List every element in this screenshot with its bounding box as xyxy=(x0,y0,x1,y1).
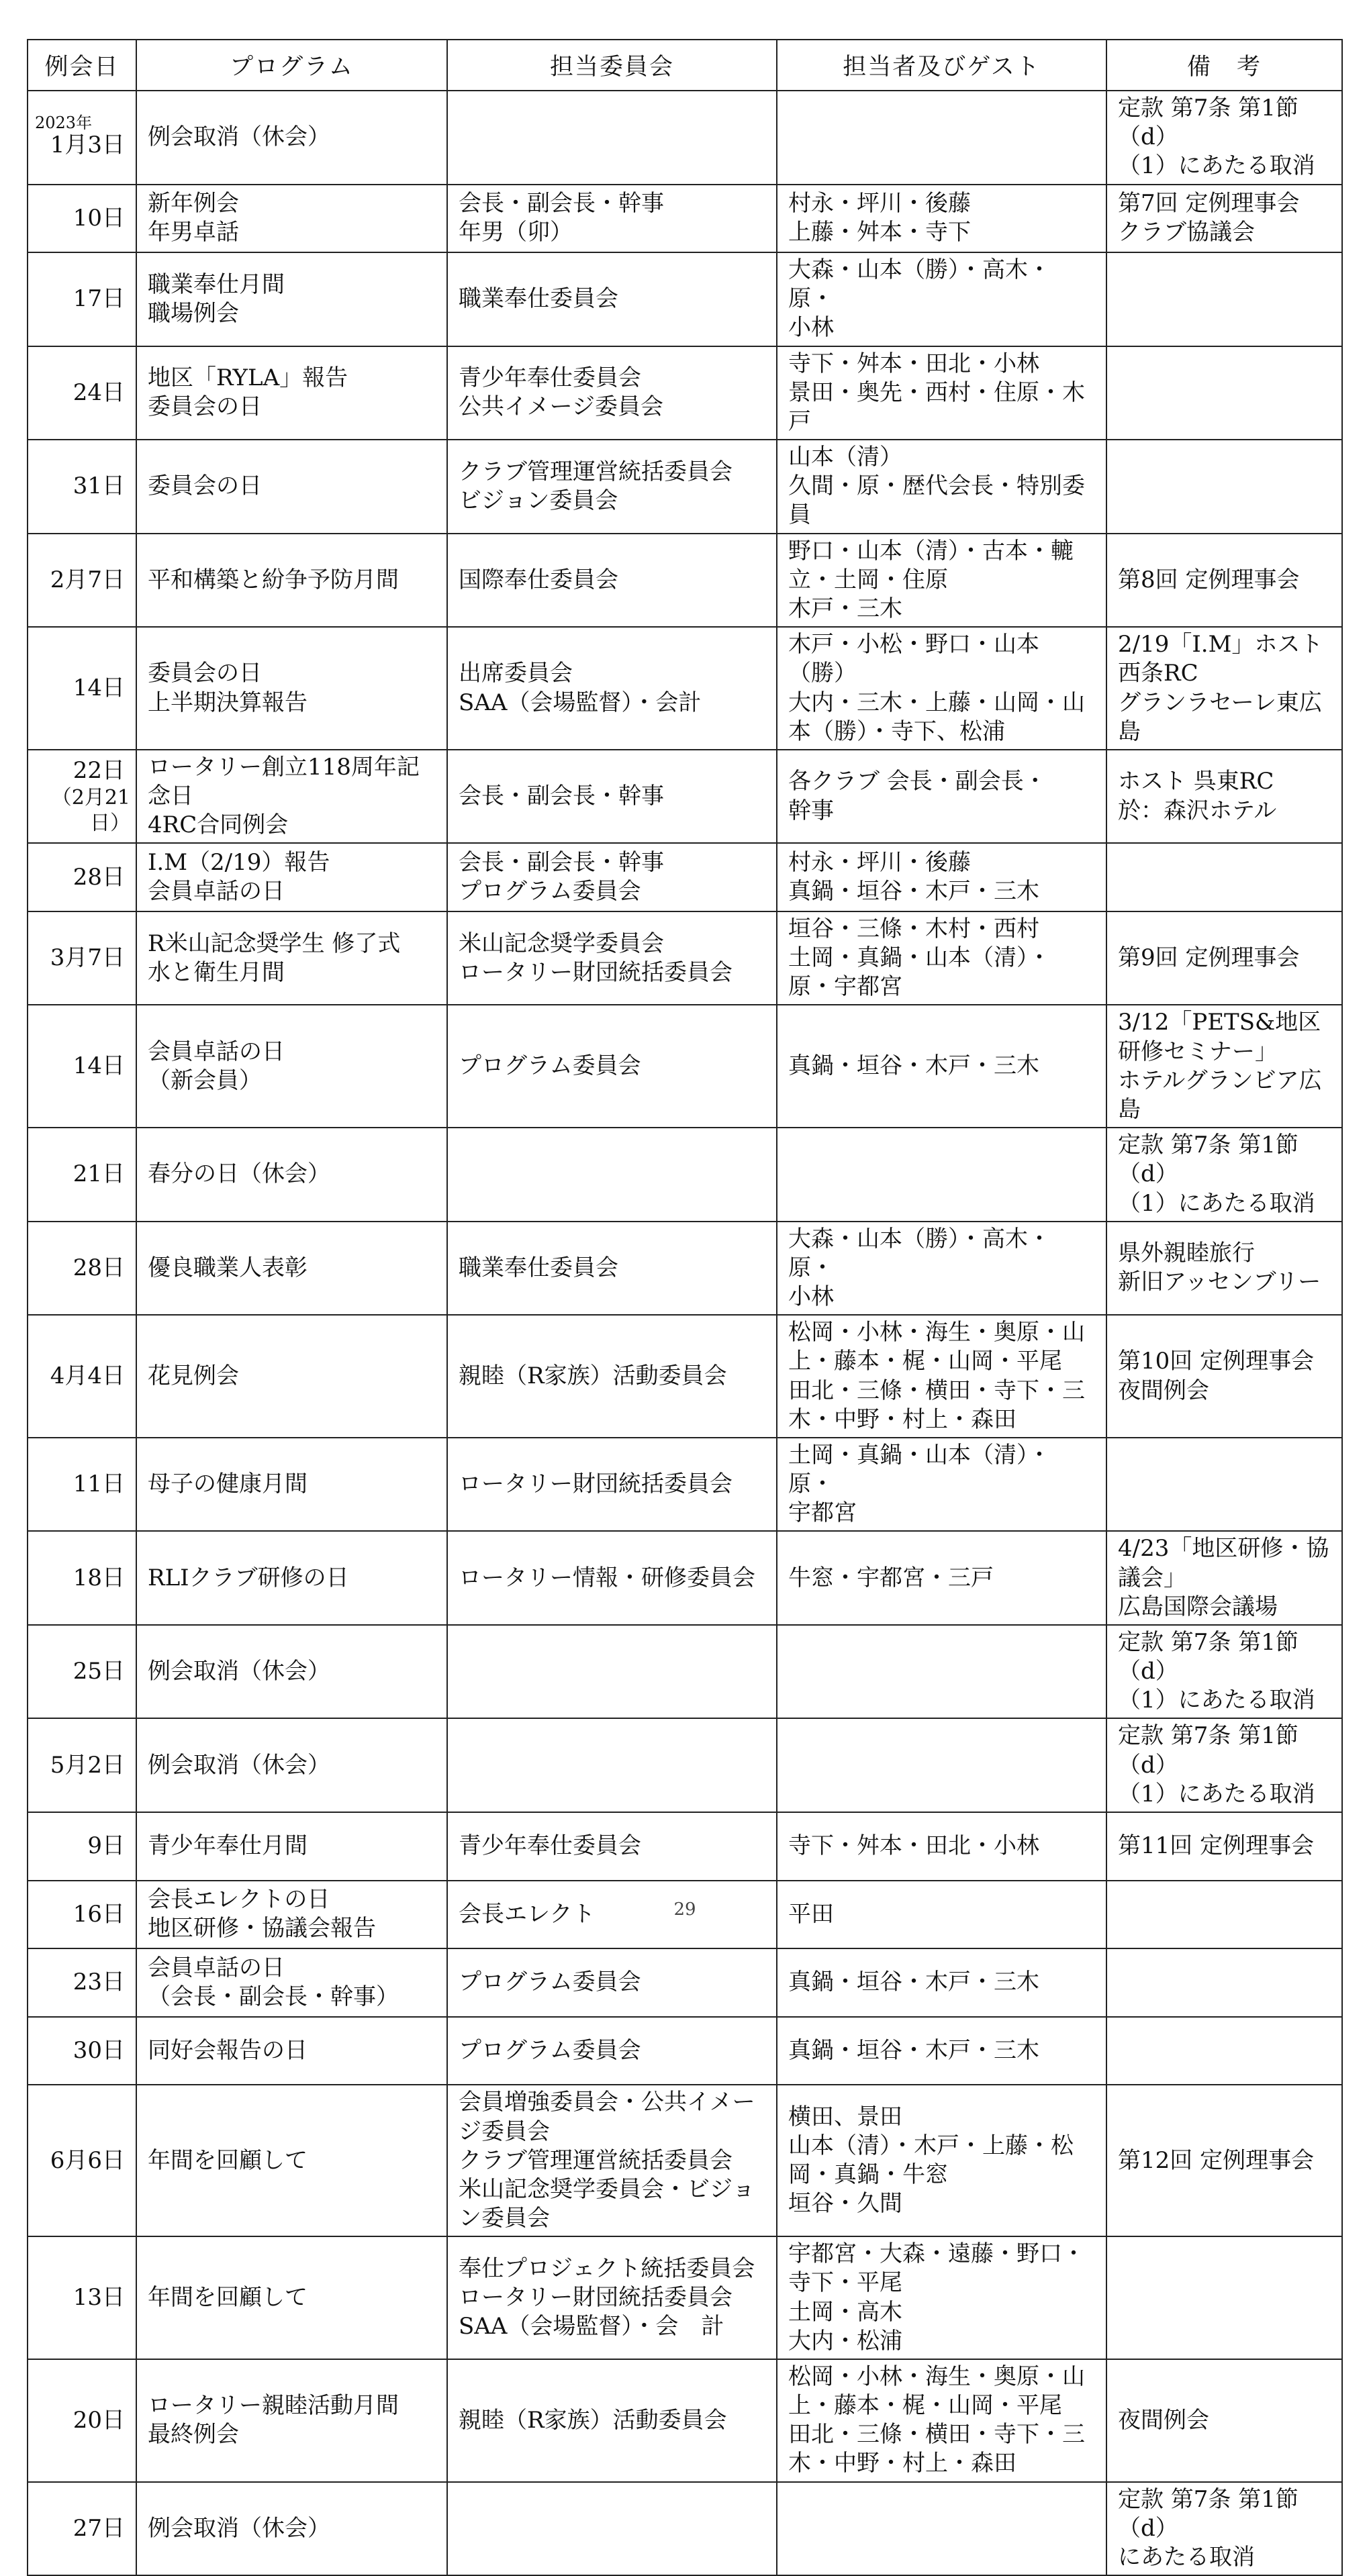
cell-committee: 会長・副会長・幹事 年男（卯） xyxy=(447,185,777,253)
cell-persons xyxy=(777,1128,1106,1222)
cell-date xyxy=(28,911,136,1005)
cell-committee: クラブ管理運営統括委員会 ビジョン委員会 xyxy=(447,440,777,534)
cell-date-text: 2月7日 xyxy=(50,566,125,593)
cell-persons: 横田、景田 山本（清）・木戸・上藤・松岡・真鍋・牛窓 垣谷・久間 xyxy=(777,2085,1106,2236)
cell-date-text: 9日 xyxy=(87,1832,125,1860)
cell-date-text: 5月2日 xyxy=(50,1751,125,1779)
table-row xyxy=(28,1625,1342,1719)
cell-program: 平和構築と紛争予防月間 xyxy=(136,534,447,628)
cell-program: ロータリー親睦活動月間 最終例会 xyxy=(136,2359,447,2482)
cell-program: 春分の日（休会） xyxy=(136,1128,447,1222)
cell-committee: 会長・副会長・幹事 xyxy=(447,750,777,844)
table-row xyxy=(28,2482,1342,2576)
cell-date-text: 6月6日 xyxy=(50,2146,125,2174)
cell-notes xyxy=(1106,2017,1342,2085)
cell-date-text: 16日 xyxy=(73,1900,125,1928)
cell-date-text: 21日 xyxy=(73,1160,125,1188)
cell-program: 同好会報告の日 xyxy=(136,2017,447,2085)
table-row xyxy=(28,1005,1342,1128)
schedule-body xyxy=(28,91,1342,2575)
cell-notes: 第11回 定例理事会 xyxy=(1106,1812,1342,1881)
cell-persons: 大森・山本（勝）・高木・原・ 小林 xyxy=(777,1222,1106,1316)
cell-committee: 奉仕プロジェクト統括委員会 ロータリー財団統括委員会 SAA（会場監督）・会 計 xyxy=(447,2236,777,2359)
cell-date-text: 10日 xyxy=(73,204,125,232)
cell-date xyxy=(28,185,136,253)
cell-committee xyxy=(447,1625,777,1719)
cell-persons: 村永・坪川・後藤 上藤・舛本・寺下 xyxy=(777,185,1106,253)
cell-date xyxy=(28,440,136,534)
cell-program: 会員卓話の日 （会長・副会長・幹事） xyxy=(136,1948,447,2017)
cell-notes: 第12回 定例理事会 xyxy=(1106,2085,1342,2236)
cell-program: ロータリー創立118周年記念日 4RC合同例会 xyxy=(136,750,447,844)
cell-date xyxy=(28,843,136,911)
cell-program: 新年例会 年男卓話 xyxy=(136,185,447,253)
table-row xyxy=(28,1531,1342,1625)
cell-program: 職業奉仕月間 職場例会 xyxy=(136,252,447,346)
cell-date-text: 30日 xyxy=(73,2036,125,2064)
cell-date-text: 17日 xyxy=(73,285,125,313)
cell-committee: 出席委員会 SAA（会場監督）・会計 xyxy=(447,627,777,750)
header-row xyxy=(28,40,1342,91)
cell-persons: 山本（清） 久間・原・歴代会長・特別委員 xyxy=(777,440,1106,534)
cell-committee: 会長エレクト xyxy=(447,1881,777,1949)
cell-persons: 真鍋・垣谷・木戸・三木 xyxy=(777,2017,1106,2085)
cell-date-text: 4月4日 xyxy=(50,1362,125,1389)
cell-program: RLIクラブ研修の日 xyxy=(136,1531,447,1625)
cell-program: I.M（2/19）報告 会員卓話の日 xyxy=(136,843,447,911)
schedule-table xyxy=(27,39,1343,2576)
table-row xyxy=(28,1315,1342,1438)
cell-notes xyxy=(1106,252,1342,346)
cell-persons xyxy=(777,1625,1106,1719)
cell-date xyxy=(28,1531,136,1625)
cell-date-sub: （2月21日） xyxy=(51,786,130,836)
cell-date xyxy=(28,2085,136,2236)
cell-program: R米山記念奨学生 修了式 水と衛生月間 xyxy=(136,911,447,1005)
cell-persons: 各クラブ 会長・副会長・ 幹事 xyxy=(777,750,1106,844)
cell-date xyxy=(28,2482,136,2576)
cell-year: 2023年 xyxy=(35,113,93,133)
cell-committee: 国際奉仕委員会 xyxy=(447,534,777,628)
cell-notes xyxy=(1106,1881,1342,1949)
table-row xyxy=(28,2359,1342,2482)
cell-persons: 野口・山本（清）・古本・轆立・土岡・住原 木戸・三木 xyxy=(777,534,1106,628)
table-row xyxy=(28,1948,1342,2017)
cell-date-text: 28日 xyxy=(73,1254,125,1281)
cell-persons xyxy=(777,91,1106,185)
table-row xyxy=(28,1222,1342,1316)
cell-date-text: 11日 xyxy=(73,1471,125,1498)
cell-persons: 垣谷・三條・木村・西村 土岡・真鍋・山本（清）・原・宇都宮 xyxy=(777,911,1106,1005)
cell-notes: 定款 第7条 第1節（d） （1）にあたる取消 xyxy=(1106,1625,1342,1719)
cell-persons xyxy=(777,2482,1106,2576)
cell-committee: プログラム委員会 xyxy=(447,1005,777,1128)
cell-date xyxy=(28,91,136,185)
cell-notes: 3/12「PETS&地区研修セミナー」 ホテルグランビア広島 xyxy=(1106,1005,1342,1128)
cell-persons: 松岡・小林・海生・奥原・山上・藤本・梶・山岡・平尾 田北・三條・横田・寺下・三木・中野・村上・森田 xyxy=(777,1315,1106,1438)
cell-date xyxy=(28,1005,136,1128)
cell-notes: 県外親睦旅行 新旧アッセンブリー xyxy=(1106,1222,1342,1316)
cell-notes: 第9回 定例理事会 xyxy=(1106,911,1342,1005)
cell-notes: 定款 第7条 第1節（d） （1）にあたる取消 xyxy=(1106,1718,1342,1812)
cell-program: 年間を回顧して xyxy=(136,2236,447,2359)
cell-date-text: 18日 xyxy=(73,1564,125,1591)
cell-notes: 2/19「I.M」ホスト西条RC グランラセーレ東広島 xyxy=(1106,627,1342,750)
cell-date xyxy=(28,1222,136,1316)
table-row xyxy=(28,1812,1342,1881)
cell-date-text: 25日 xyxy=(73,1658,125,1685)
table-row xyxy=(28,185,1342,253)
cell-persons: 平田 xyxy=(777,1881,1106,1949)
table-row xyxy=(28,627,1342,750)
cell-notes: ホスト 呉東RC 於：森沢ホテル xyxy=(1106,750,1342,844)
table-row xyxy=(28,91,1342,185)
cell-program: 地区「RYLA」報告 委員会の日 xyxy=(136,346,447,440)
header-date: 例会日 xyxy=(28,40,136,91)
cell-committee: 米山記念奨学委員会 ロータリー財団統括委員会 xyxy=(447,911,777,1005)
cell-persons: 松岡・小林・海生・奥原・山上・藤本・梶・山岡・平尾 田北・三條・横田・寺下・三木・中野・村上・森田 xyxy=(777,2359,1106,2482)
cell-persons: 木戸・小松・野口・山本（勝） 大内・三木・上藤・山岡・山本（勝）・寺下、松浦 xyxy=(777,627,1106,750)
cell-program: 委員会の日 xyxy=(136,440,447,534)
cell-notes xyxy=(1106,440,1342,534)
cell-date xyxy=(28,1881,136,1949)
cell-date xyxy=(28,2359,136,2482)
cell-committee xyxy=(447,91,777,185)
cell-committee: ロータリー情報・研修委員会 xyxy=(447,1531,777,1625)
cell-committee: 青少年奉仕委員会 公共イメージ委員会 xyxy=(447,346,777,440)
cell-persons: 寺下・舛本・田北・小林 xyxy=(777,1812,1106,1881)
table-row xyxy=(28,1128,1342,1222)
cell-notes: 4/23「地区研修・協議会」 広島国際会議場 xyxy=(1106,1531,1342,1625)
cell-date-text: 28日 xyxy=(73,863,125,891)
cell-date-text: 1月3日 xyxy=(50,132,125,159)
cell-notes xyxy=(1106,2236,1342,2359)
cell-date xyxy=(28,627,136,750)
table-row xyxy=(28,346,1342,440)
cell-program: 例会取消（休会） xyxy=(136,91,447,185)
cell-committee: 親睦（R家族）活動委員会 xyxy=(447,2359,777,2482)
cell-committee: 親睦（R家族）活動委員会 xyxy=(447,1315,777,1438)
cell-committee: 職業奉仕委員会 xyxy=(447,252,777,346)
cell-date-text: 27日 xyxy=(73,2514,125,2542)
table-row xyxy=(28,1438,1342,1532)
cell-date-text: 13日 xyxy=(73,2283,125,2311)
cell-date xyxy=(28,534,136,628)
cell-date xyxy=(28,1948,136,2017)
cell-date xyxy=(28,1625,136,1719)
cell-program: 例会取消（休会） xyxy=(136,2482,447,2576)
cell-program: 会長エレクトの日 地区研修・協議会報告 xyxy=(136,1881,447,1949)
cell-date xyxy=(28,2017,136,2085)
cell-persons xyxy=(777,1718,1106,1812)
cell-date-text: 22日 xyxy=(73,756,125,784)
cell-date xyxy=(28,1128,136,1222)
cell-notes: 定款 第7条 第1節（d） （1）にあたる取消 xyxy=(1106,91,1342,185)
cell-notes xyxy=(1106,346,1342,440)
cell-date xyxy=(28,2236,136,2359)
table-row xyxy=(28,2017,1342,2085)
cell-notes: 定款 第7条 第1節（d） （1）にあたる取消 xyxy=(1106,1128,1342,1222)
cell-notes xyxy=(1106,843,1342,911)
cell-program: 会員卓話の日 （新会員） xyxy=(136,1005,447,1128)
cell-date xyxy=(28,1718,136,1812)
cell-notes: 第8回 定例理事会 xyxy=(1106,534,1342,628)
cell-program: 委員会の日 上半期決算報告 xyxy=(136,627,447,750)
cell-notes: 定款 第7条 第1節（d） にあたる取消 xyxy=(1106,2482,1342,2576)
cell-program: 優良職業人表彰 xyxy=(136,1222,447,1316)
header-notes: 備 考 xyxy=(1106,40,1342,91)
cell-committee xyxy=(447,1718,777,1812)
page-number: 29 xyxy=(673,1899,696,1920)
cell-notes: 第10回 定例理事会 夜間例会 xyxy=(1106,1315,1342,1438)
cell-committee: 会長・副会長・幹事 プログラム委員会 xyxy=(447,843,777,911)
table-row xyxy=(28,1718,1342,1812)
table-row xyxy=(28,2236,1342,2359)
cell-committee: ロータリー財団統括委員会 xyxy=(447,1438,777,1532)
cell-date-text: 23日 xyxy=(73,1969,125,1996)
cell-date-text: 24日 xyxy=(73,379,125,406)
cell-notes xyxy=(1106,1438,1342,1532)
cell-persons: 大森・山本（勝）・高木・原・ 小林 xyxy=(777,252,1106,346)
cell-notes: 第7回 定例理事会 クラブ協議会 xyxy=(1106,185,1342,253)
cell-date-text: 14日 xyxy=(73,1052,125,1080)
cell-committee: 青少年奉仕委員会 xyxy=(447,1812,777,1881)
cell-committee xyxy=(447,2482,777,2576)
cell-persons: 村永・坪川・後藤 真鍋・垣谷・木戸・三木 xyxy=(777,843,1106,911)
table-row xyxy=(28,750,1342,844)
cell-date-text: 3月7日 xyxy=(50,944,125,972)
cell-program: 母子の健康月間 xyxy=(136,1438,447,1532)
cell-persons: 真鍋・垣谷・木戸・三木 xyxy=(777,1005,1106,1128)
cell-date-text: 31日 xyxy=(73,473,125,500)
cell-date xyxy=(28,1812,136,1881)
cell-persons: 宇都宮・大森・遠藤・野口・寺下・平尾 土岡・高木 大内・松浦 xyxy=(777,2236,1106,2359)
table-row xyxy=(28,252,1342,346)
header-program: プログラム xyxy=(136,40,447,91)
cell-date xyxy=(28,750,136,844)
table-row xyxy=(28,440,1342,534)
cell-persons: 寺下・舛本・田北・小林 景田・奥先・西村・住原・木戸 xyxy=(777,346,1106,440)
table-row xyxy=(28,911,1342,1005)
cell-notes xyxy=(1106,1948,1342,2017)
cell-date xyxy=(28,1315,136,1438)
cell-date-text: 14日 xyxy=(73,674,125,701)
cell-persons: 牛窓・宇都宮・三戸 xyxy=(777,1531,1106,1625)
cell-program: 例会取消（休会） xyxy=(136,1718,447,1812)
cell-program: 例会取消（休会） xyxy=(136,1625,447,1719)
cell-date xyxy=(28,1438,136,1532)
table-row xyxy=(28,2085,1342,2236)
cell-date-text: 20日 xyxy=(73,2406,125,2434)
cell-persons: 土岡・真鍋・山本（清）・原・ 宇都宮 xyxy=(777,1438,1106,1532)
cell-committee xyxy=(447,1128,777,1222)
cell-persons: 真鍋・垣谷・木戸・三木 xyxy=(777,1948,1106,2017)
table-row xyxy=(28,843,1342,911)
cell-committee: プログラム委員会 xyxy=(447,2017,777,2085)
header-committee: 担当委員会 xyxy=(447,40,777,91)
cell-committee: プログラム委員会 xyxy=(447,1948,777,2017)
cell-notes: 夜間例会 xyxy=(1106,2359,1342,2482)
cell-program: 花見例会 xyxy=(136,1315,447,1438)
cell-committee: 会員増強委員会・公共イメージ委員会 クラブ管理運営統括委員会 米山記念奨学委員会・ビジョン委員会 xyxy=(447,2085,777,2236)
cell-date xyxy=(28,252,136,346)
cell-program: 青少年奉仕月間 xyxy=(136,1812,447,1881)
cell-program: 年間を回顧して xyxy=(136,2085,447,2236)
cell-committee: 職業奉仕委員会 xyxy=(447,1222,777,1316)
cell-date xyxy=(28,346,136,440)
header-persons: 担当者及びゲスト xyxy=(777,40,1106,91)
table-row xyxy=(28,534,1342,628)
